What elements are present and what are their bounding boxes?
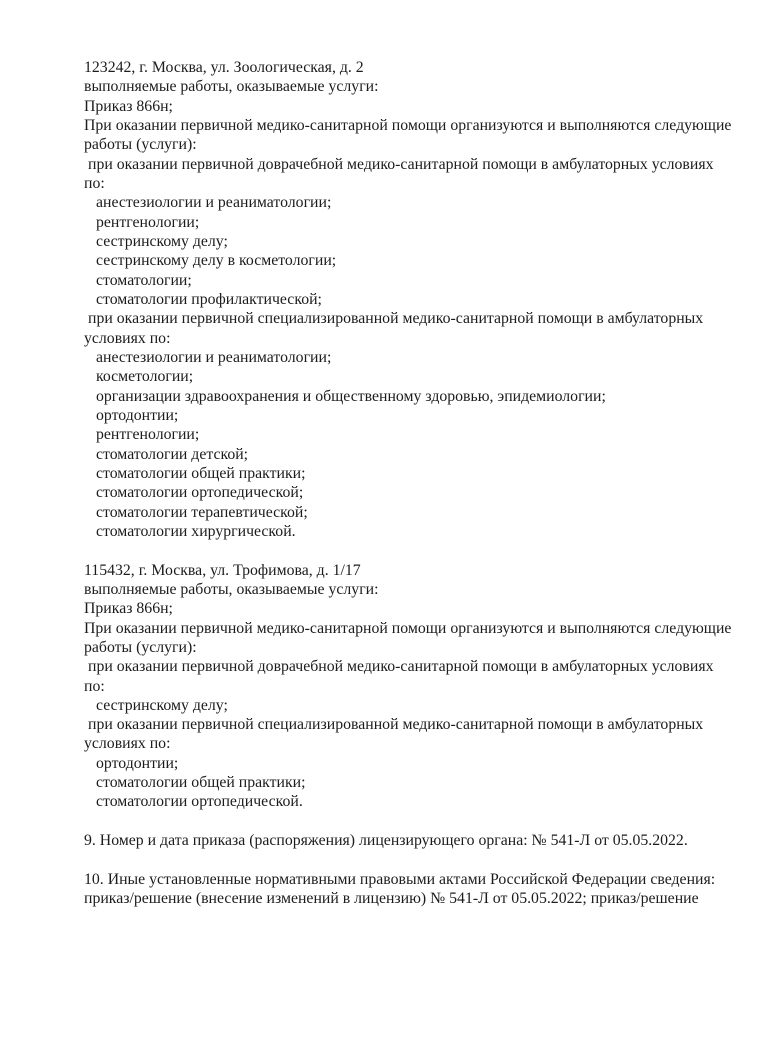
text-line: рентгенологии; (96, 426, 200, 444)
text-line: при оказании первичной доврачебной медико-санитарной помощи в амбулаторных условиях (88, 658, 714, 676)
text-line: при оказании первичной специализированной медико-санитарной помощи в амбулаторных (88, 310, 704, 328)
text-line: условиях по: (84, 735, 171, 753)
text-line: стоматологии общей практики; (96, 774, 306, 792)
text-line: при оказании первичной специализированной медико-санитарной помощи в амбулаторных (88, 716, 704, 734)
text-line: при оказании первичной доврачебной медико-санитарной помощи в амбулаторных условиях (88, 155, 714, 173)
text-line: стоматологии общей практики; (96, 464, 306, 482)
text-line: сестринскому делу; (96, 232, 228, 250)
address-block-1 (84, 58, 756, 541)
text-line: условиях по: (84, 329, 171, 347)
text-line: выполняемые работы, оказываемые услуги: (84, 78, 379, 96)
clause-9 (84, 831, 756, 850)
text-line: приказ/решение (внесение изменений в лицензию) № 541-Л от 05.05.2022; приказ/решение (84, 890, 699, 908)
text-line: сестринскому делу в косметологии; (96, 252, 337, 270)
text-line: работы (услуги): (84, 136, 197, 154)
text-line: выполняемые работы, оказываемые услуги: (84, 580, 379, 598)
text-line: При оказании первичной медико-санитарной помощи организуются и выполняются следующие (84, 116, 732, 134)
address-block-2 (84, 561, 756, 812)
text-line: стоматологии профилактической; (96, 290, 322, 308)
text-line: 10. Иные установленные нормативными правовыми актами Российской Федерации сведения: (84, 870, 716, 888)
text-line: 9. Номер и дата приказа (распоряжения) лицензирующего органа: № 541-Л от 05.05.2022. (84, 832, 688, 850)
text-line: стоматологии терапевтической; (96, 503, 308, 521)
clause-10 (84, 870, 756, 909)
text-line: стоматологии ортопедической. (96, 793, 303, 811)
text-line: работы (услуги): (84, 638, 197, 656)
text-line: ортодонтии; (96, 754, 179, 772)
text-line: косметологии; (96, 368, 194, 386)
text-line: рентгенологии; (96, 213, 200, 231)
text-line: по: (84, 677, 105, 695)
text-line: анестезиологии и реаниматологии; (96, 194, 332, 212)
text-line: Приказ 866н; (84, 600, 173, 618)
text-line: сестринскому делу; (96, 696, 228, 714)
license-document-body (84, 58, 756, 908)
text-line: Приказ 866н; (84, 97, 173, 115)
text-line: организации здравоохранения и общественному здоровью, эпидемиологии; (96, 387, 606, 405)
text-line: стоматологии; (96, 271, 192, 289)
text-line: стоматологии детской; (96, 445, 249, 463)
text-line: При оказании первичной медико-санитарной помощи организуются и выполняются следующие (84, 619, 732, 637)
text-line: по: (84, 174, 105, 192)
text-line: стоматологии ортопедической; (96, 484, 304, 502)
text-line: стоматологии хирургической. (96, 522, 296, 540)
text-line: анестезиологии и реаниматологии; (96, 348, 332, 366)
text-line: 123242, г. Москва, ул. Зоологическая, д. 2 (84, 59, 364, 76)
text-line: ортодонтии; (96, 406, 179, 424)
text-line: 115432, г. Москва, ул. Трофимова, д. 1/17 (84, 561, 361, 579)
